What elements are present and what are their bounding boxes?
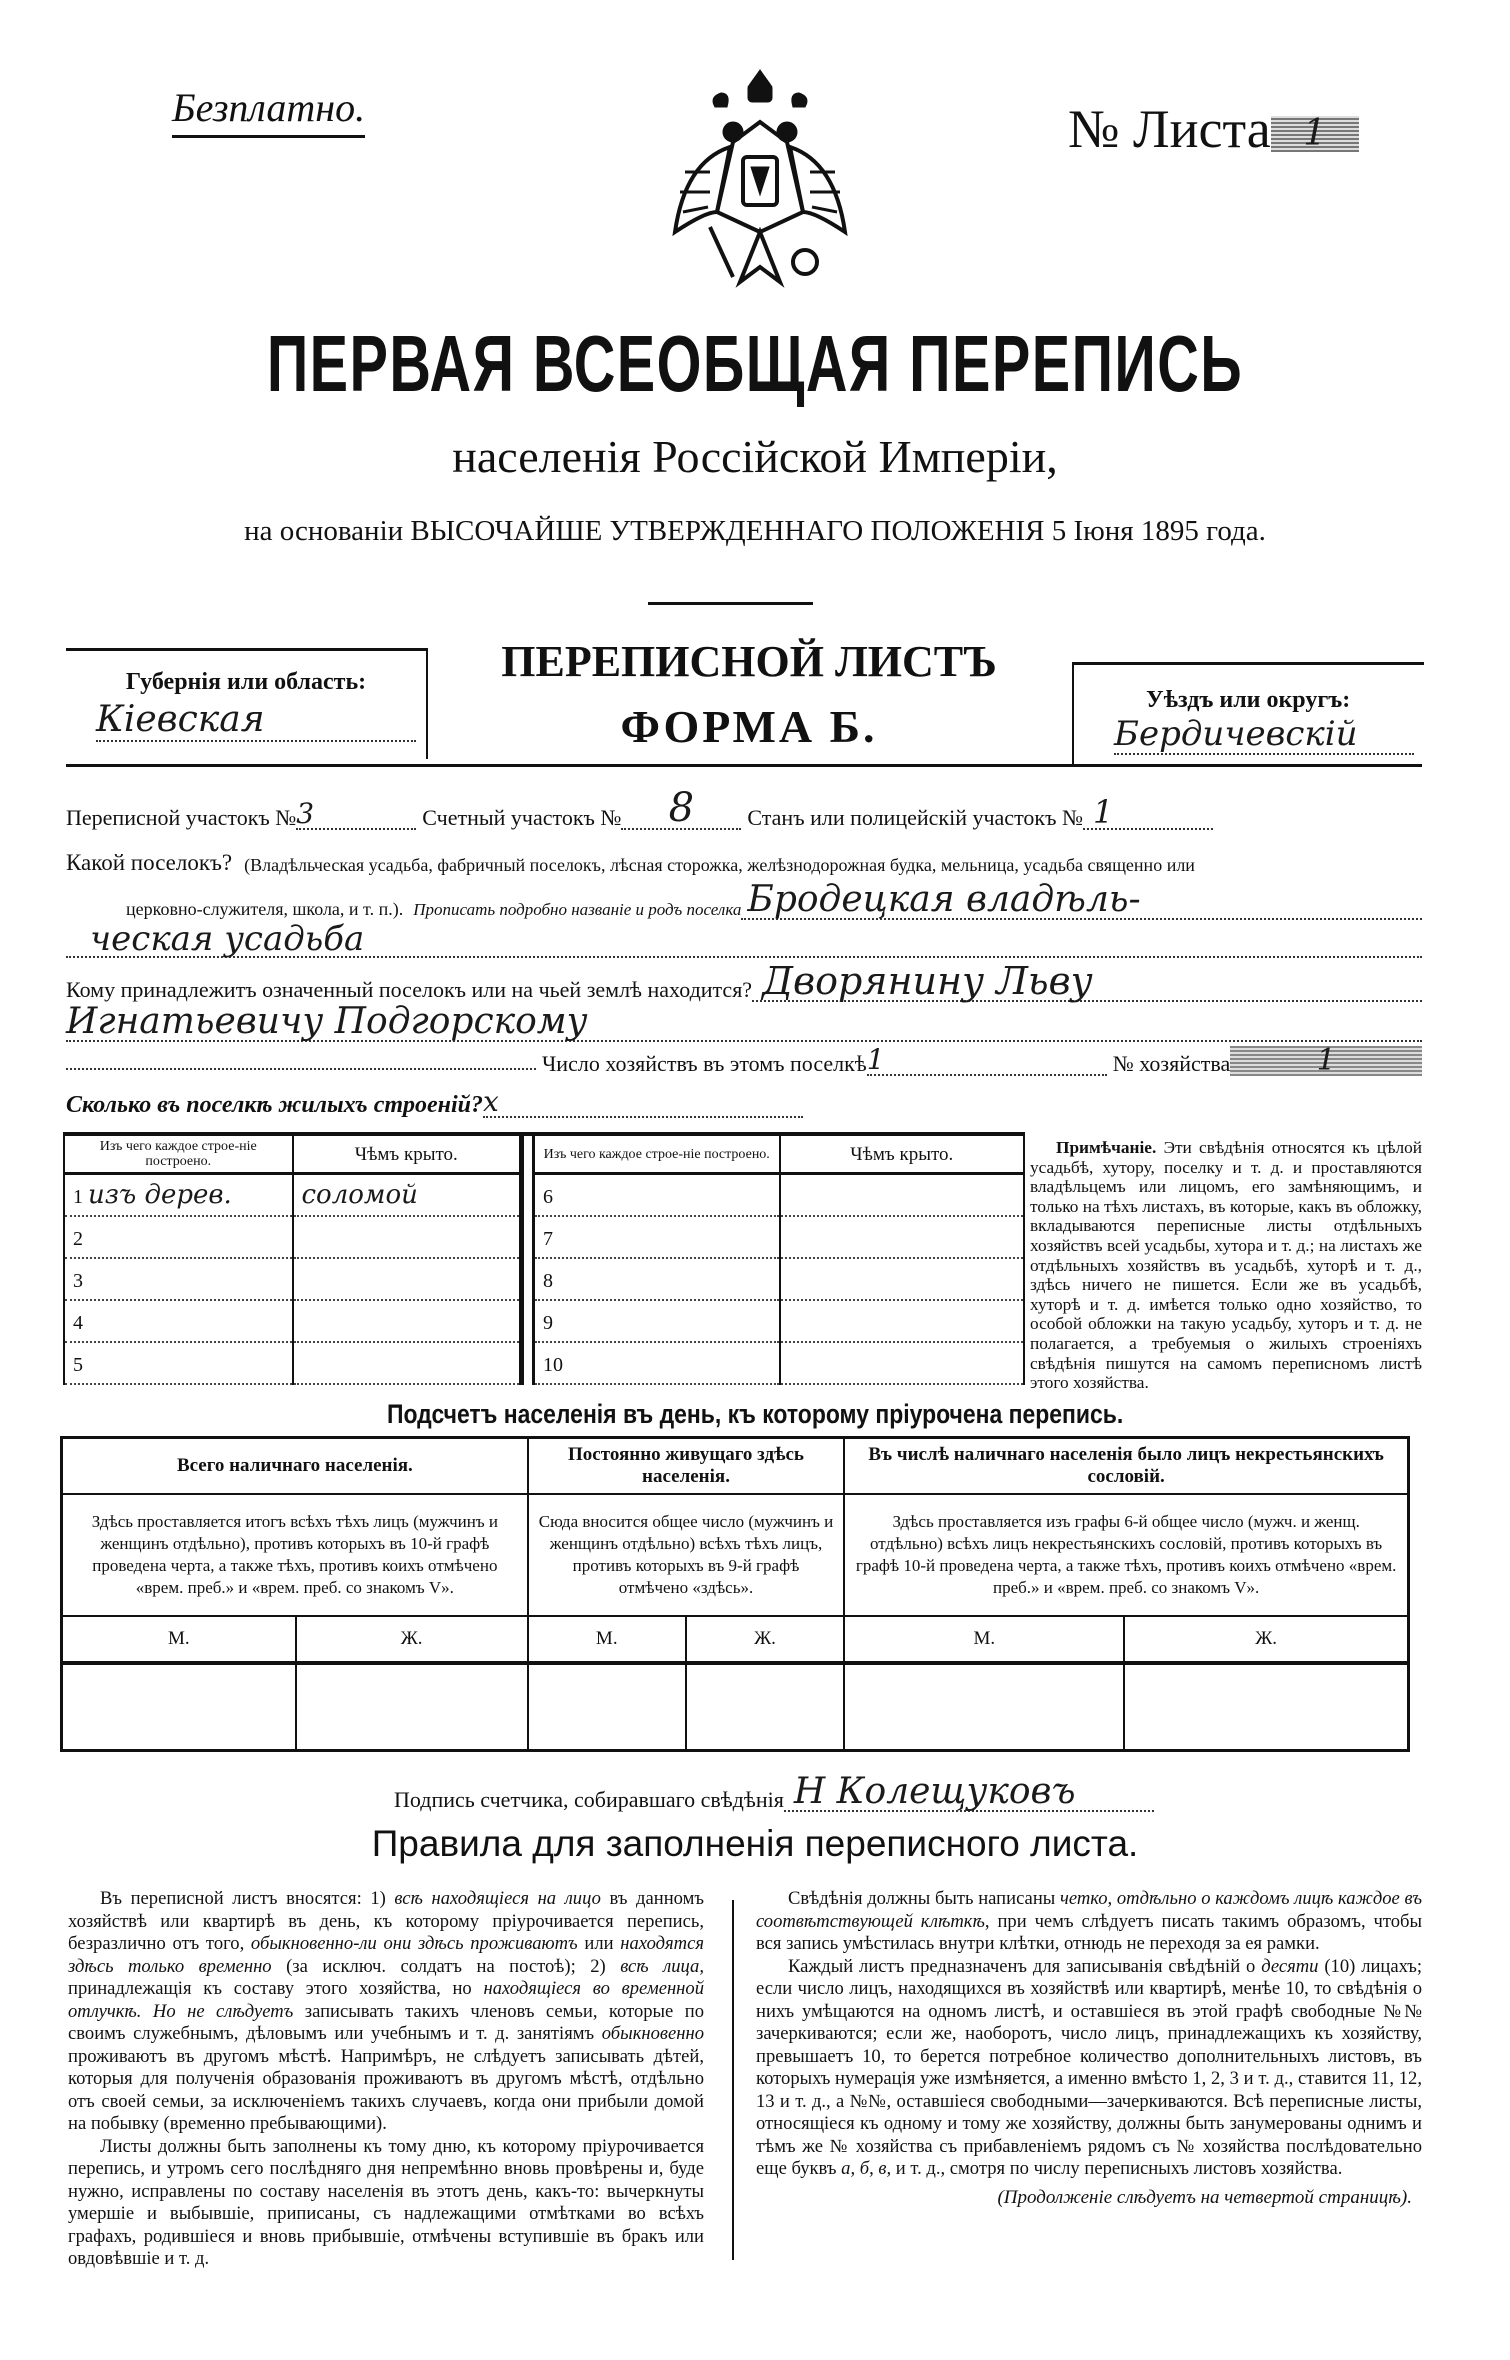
material-value: изъ дерев. xyxy=(88,1180,232,1210)
settlement-hint: (Владѣльческая усадьба, фабричный поселокъ, лѣсная сторожка, желѣзнодорожная будка, мельница, усадьба священно или xyxy=(244,854,1195,875)
page-title: ПЕРВАЯ ВСЕОБЩАЯ ПЕРЕПИСЬ xyxy=(266,319,1244,408)
owner-value-1[interactable]: Дворянину Льву xyxy=(752,962,1422,1002)
italic-text: а, б, в, xyxy=(841,2158,892,2179)
text: и т. д., смотря по числу переписныхъ листовъ хозяйства. xyxy=(891,2158,1343,2179)
table-double-divider xyxy=(521,1136,535,1385)
row-number: 6 xyxy=(543,1186,553,1208)
text: Каждый листъ предназначенъ для записыванія свѣдѣній о xyxy=(788,1955,1262,1977)
text: Въ переписной листъ вносятся: 1) xyxy=(100,1888,395,1909)
rules-paragraph xyxy=(68,1888,704,2136)
form-name: ФОРМА Б. xyxy=(620,701,878,752)
district-row xyxy=(66,785,1422,831)
row-number: 3 xyxy=(73,1270,83,1292)
row-number: 7 xyxy=(543,1228,553,1250)
divider xyxy=(648,602,813,605)
male-count-cell[interactable] xyxy=(844,1663,1124,1751)
male-header: М. xyxy=(62,1616,296,1663)
text: принадлежащія къ составу этого хозяйства, но xyxy=(68,1978,484,1999)
row-number: 2 xyxy=(73,1228,83,1250)
male-header: М. xyxy=(528,1616,686,1663)
population-table xyxy=(60,1436,1410,1752)
text: Листы должны быть заполнены къ тому дню, къ которому пріурочивается перепись, и утромъ сего послѣдняго дня непремѣнно вновь провѣрены и, буде нужно, исправлены по составу населенія въ этотъ день, какъ-то: вычеркнуты умершіе и выбывшіе, приписаны, съ надлежащими отмѣтками во всѣхъ графахъ, родившіеся и вновь прибывшіе, отмѣчены вступившіе въ бракъ или овдовѣвшіе и т. д. xyxy=(68,2135,704,2269)
row-number: 4 xyxy=(73,1312,83,1334)
district-box xyxy=(1072,662,1424,765)
free-label: Безплатно. xyxy=(172,84,365,138)
district-value: Бердичевскій xyxy=(1114,716,1414,755)
roof-header: Чѣмъ крыто. xyxy=(780,1136,1025,1174)
table-row xyxy=(535,1342,1024,1384)
row-number: 9 xyxy=(543,1312,553,1334)
text: Свѣдѣнія должны быть написаны xyxy=(788,1888,1060,1909)
italic-text: находятся здѣсь только временно xyxy=(68,1933,705,1977)
material-cell[interactable] xyxy=(65,1342,293,1384)
table-row xyxy=(65,1216,520,1258)
form-title: ПЕРЕПИСНОЙ ЛИСТЪ xyxy=(501,637,997,686)
owner-label: Кому принадлежитъ означенный поселокъ или на чьей землѣ находится? xyxy=(66,976,753,1002)
roof-cell[interactable] xyxy=(293,1258,521,1300)
note-title: Примѣчаніе. xyxy=(1056,1138,1157,1157)
page-subtitle: населенія Россійской Имперіи, xyxy=(452,431,1058,482)
female-count-cell[interactable] xyxy=(686,1663,845,1751)
italic-text: обыкновенно xyxy=(601,2023,704,2044)
material-cell[interactable] xyxy=(65,1258,293,1300)
roof-cell[interactable] xyxy=(293,1216,521,1258)
female-count-cell[interactable] xyxy=(296,1663,528,1751)
italic-text: всѣ находящіеся на лицо xyxy=(394,1888,601,1909)
female-count-cell[interactable] xyxy=(1124,1663,1408,1751)
text: или xyxy=(577,1933,621,1954)
material-cell[interactable] xyxy=(65,1216,293,1258)
material-cell[interactable] xyxy=(65,1174,293,1217)
owner-row xyxy=(66,959,1422,1003)
settlement-hint-2: церковно-служителя, школа, и т. п.). xyxy=(126,899,404,920)
settlement-label: Какой поселокъ? xyxy=(66,850,233,875)
eagle-emblem-icon xyxy=(655,62,865,302)
buildings-row xyxy=(66,1085,1422,1118)
row-number: 1 xyxy=(73,1186,83,1208)
settlement-row xyxy=(66,850,1422,875)
roof-header: Чѣмъ крыто. xyxy=(293,1136,521,1174)
owner-value-2[interactable]: Игнатьевичу Подгорскому xyxy=(66,1004,1422,1042)
female-header: Ж. xyxy=(1124,1616,1408,1663)
table-row xyxy=(65,1174,520,1217)
signature-row xyxy=(394,1771,1154,1812)
province-label: Губернія или область: xyxy=(125,669,367,695)
text: въ данномъ хозяйствѣ или квартирѣ въ день, къ которому пріурочивается перепись, безразлично отъ того, xyxy=(68,1888,704,1954)
roof-cell[interactable]: соломой xyxy=(293,1174,521,1217)
note xyxy=(1030,1138,1422,1393)
rules-paragraph xyxy=(756,1888,1422,1956)
material-cell[interactable] xyxy=(535,1174,780,1217)
police-district-value[interactable]: 1 xyxy=(1083,796,1213,830)
table-row xyxy=(535,1174,1024,1217)
italic-text: всѣ лица, xyxy=(620,1955,705,1977)
households-row xyxy=(66,1043,1422,1078)
continuation-note: (Продолженіе слѣдуетъ на четвертой страницѣ). xyxy=(997,2186,1412,2208)
household-no-value[interactable]: 1 xyxy=(1230,1046,1422,1076)
material-cell[interactable] xyxy=(535,1216,780,1258)
male-header: М. xyxy=(844,1616,1124,1663)
row-number: 10 xyxy=(543,1354,563,1376)
population-col-title: Постоянно живущаго здѣсь населенія. xyxy=(528,1438,845,1495)
material-header: Изъ чего каждое строе-ніе построено. xyxy=(535,1136,780,1174)
row-number: 8 xyxy=(543,1270,553,1292)
roof-cell[interactable] xyxy=(780,1300,1025,1342)
owner-row-2 xyxy=(66,1001,1422,1042)
police-district-label: Станъ или полицейскій участокъ № xyxy=(747,804,1083,830)
buildings-label: Сколько въ поселкѣ жилыхъ строеній? xyxy=(66,1091,483,1118)
text: записывать такихъ членовъ семьи, которые по своимъ служебнымъ, дѣловымъ или учебнымъ и т. д. занятіямъ xyxy=(68,2000,704,2044)
header-rule xyxy=(66,764,1422,767)
population-col-desc: Здѣсь проставляется изъ графы 6-й общее число (мужч. и женщ. отдѣльно) всѣхъ лицъ некрестьянскихъ сословій, противъ которыхъ въ графѣ 10-й проведена черта, а также тѣхъ, противъ коихъ отмѣчено «врем. преб.» и «врем. преб. со знакомъ V». xyxy=(844,1494,1408,1616)
settlement-row-2 xyxy=(126,879,1422,920)
buildings-table xyxy=(63,1132,1025,1385)
roof-cell[interactable] xyxy=(293,1342,521,1384)
province-box xyxy=(66,648,428,759)
rules-left-column xyxy=(68,1888,704,2271)
italic-text: находящіеся во временной отлучкѣ. Но не слѣдуетъ xyxy=(68,1978,704,2022)
table-row xyxy=(65,1300,520,1342)
households-value[interactable]: 1 xyxy=(867,1046,1107,1076)
material-header: Изъ чего каждое строе-ніе построено. xyxy=(65,1136,293,1174)
population-col-title: Всего наличнаго населенія. xyxy=(62,1438,528,1495)
roof-cell[interactable] xyxy=(780,1342,1025,1384)
signature-label: Подпись счетчика, собиравшаго свѣдѣнія xyxy=(394,1786,784,1812)
text: (за исключ. солдатъ на постоѣ); 2) xyxy=(271,1955,621,1977)
text: (10) лицахъ; если число лицъ, находящихся въ хозяйствѣ или квартирѣ, менѣе 10, то свѣдѣнія о нихъ умѣщаются на одномъ листѣ, и оставшіеся въ этой графѣ свободные №№ зачеркиваются; если же, наоборотъ, число лицъ, принадлежащихъ къ хозяйству, превышаетъ 10, то берется потребное количество дополнительныхъ листовъ, въ которыхъ нумерація уже измѣняется, а именно вмѣсто 1, 2, 3 и т. д., ставится 11, 12, 13 и т. д., а №№, оставшіеся свободными—зачеркиваются. Всѣ переписные листы, относящіеся къ одному и тому же хозяйству, должны быть занумерованы однимъ и тѣмъ же № хозяйства съ прибавленіемъ рядомъ съ № хозяйства послѣдовательно еще буквъ xyxy=(756,1955,1422,2179)
settlement-value-2[interactable]: ческая усадьба xyxy=(66,922,1422,958)
rules-paragraph xyxy=(756,1956,1422,2181)
text: , при чемъ слѣдуетъ писать такимъ образомъ, чтобы вся запись умѣстилась внутри клѣтки, отнюдь не переходя за ея рамки. xyxy=(756,1910,1422,1954)
rules-heading: Правила для заполненія переписного листа. xyxy=(371,1823,1139,1864)
roof-cell[interactable] xyxy=(780,1216,1025,1258)
population-col-title: Въ числѣ наличнаго населенія было лицъ некрестьянскихъ сословій. xyxy=(844,1438,1408,1495)
population-heading: Подсчетъ населенія въ день, къ которому пріурочена перепись. xyxy=(386,1399,1124,1429)
table-row xyxy=(535,1258,1024,1300)
sheet-number-label: № Листа xyxy=(1068,99,1271,159)
table-row xyxy=(65,1258,520,1300)
table-row xyxy=(535,1300,1024,1342)
female-header: Ж. xyxy=(296,1616,528,1663)
sheet-number xyxy=(1068,98,1359,160)
settlement-value-1[interactable]: Бродецкая владѣль- xyxy=(741,882,1422,920)
male-count-cell[interactable] xyxy=(62,1663,296,1751)
note-text: Эти свѣдѣнія относятся къ цѣлой усадьбѣ, хутору, поселку и т. д. и проставляются владѣльцемъ или лицомъ, его замѣняющимъ, и только на тѣхъ листахъ, въ которые, какъ въ обложку, вкладываются переписные листы отдѣльныхъ хозяйствъ всей усадьбы, хутора и т. д.; на листахъ же отдѣльныхъ хозяйствъ въ усадьбѣ, хуторѣ и т. д., здѣсь ничего не пишется. Если же въ усадьбѣ, хуторѣ и т. д. имѣется только одно хозяйство, то особой обложки на такую усадьбу, хуторъ и т. д. не полагается, а требуемыя о жилыхъ строеніяхъ свѣдѣнія пишутся на самомъ переписномъ листѣ этого хозяйства. xyxy=(1030,1138,1423,1393)
column-divider xyxy=(732,1900,734,2260)
table-row xyxy=(535,1216,1024,1258)
census-district-value[interactable]: 3 xyxy=(296,800,416,830)
count-district-label: Счетный участокъ № xyxy=(422,804,622,830)
province-value: Кіевская xyxy=(96,700,416,742)
material-cell[interactable] xyxy=(535,1300,780,1342)
italic-text: четко, отдѣльно о каждомъ лицѣ каждое въ соотвѣтствующей клѣткѣ xyxy=(756,1888,1422,1932)
household-no-label: № хозяйства xyxy=(1112,1050,1231,1076)
italic-text: обыкновенно-ли они здѣсь проживаютъ xyxy=(250,1933,578,1954)
row-number: 5 xyxy=(73,1354,83,1376)
material-cell[interactable] xyxy=(535,1342,780,1384)
households-label: Число хозяйствъ въ этомъ поселкѣ xyxy=(542,1050,867,1076)
population-col-desc: Здѣсь проставляется итогъ всѣхъ тѣхъ лицъ (мужчинъ и женщинъ отдѣльно), противъ которыхъ въ 10-й графѣ проведена черта, а также тѣхъ, противъ коихъ отмѣчено «врем. преб.» и «врем. преб. со знакомъ V». xyxy=(62,1494,528,1616)
rules-paragraph xyxy=(68,2136,704,2271)
roof-cell[interactable] xyxy=(293,1300,521,1342)
sheet-number-value: 1 xyxy=(1271,116,1359,152)
male-count-cell[interactable] xyxy=(528,1663,686,1751)
district-label: Уѣздъ или округъ: xyxy=(1146,687,1351,713)
buildings-value[interactable]: х xyxy=(483,1088,803,1118)
italic-text: десяти xyxy=(1261,1955,1319,1977)
dotted-line xyxy=(66,1066,536,1070)
roof-cell[interactable] xyxy=(780,1174,1025,1217)
settlement-hint-3: Прописать подробно названіе и родъ поселка xyxy=(413,900,742,920)
roof-cell[interactable] xyxy=(780,1258,1025,1300)
census-district-label: Переписной участокъ № xyxy=(66,804,297,830)
population-col-desc: Сюда вносится общее число (мужчинъ и женщинъ отдѣльно) всѣхъ тѣхъ лицъ, противъ которыхъ въ 9-й графѣ отмѣчено «здѣсь». xyxy=(528,1494,845,1616)
table-row xyxy=(65,1342,520,1384)
female-header: Ж. xyxy=(686,1616,845,1663)
material-cell[interactable] xyxy=(535,1258,780,1300)
rules-right-column xyxy=(756,1888,1422,2209)
text: проживаютъ въ другомъ мѣстѣ. Напримѣръ, не слѣдуетъ записывать дѣтей, которыя для полученія образованія проживаютъ въ другомъ мѣстѣ, отдѣльно отъ своей семьи, за исключеніемъ такихъ случаевъ, когда они прибыли домой на побывку (временно пребывающими). xyxy=(68,2045,704,2134)
legal-basis: на основаніи ВЫСОЧАЙШЕ УТВЕРЖДЕННАГО ПОЛОЖЕНІЯ 5 Іюня 1895 года. xyxy=(244,515,1266,547)
material-cell[interactable] xyxy=(65,1300,293,1342)
count-district-value[interactable]: 8 xyxy=(621,788,741,830)
signature-value[interactable]: Н Колещуковъ xyxy=(784,1774,1154,1812)
settlement-row-3 xyxy=(66,919,1422,959)
